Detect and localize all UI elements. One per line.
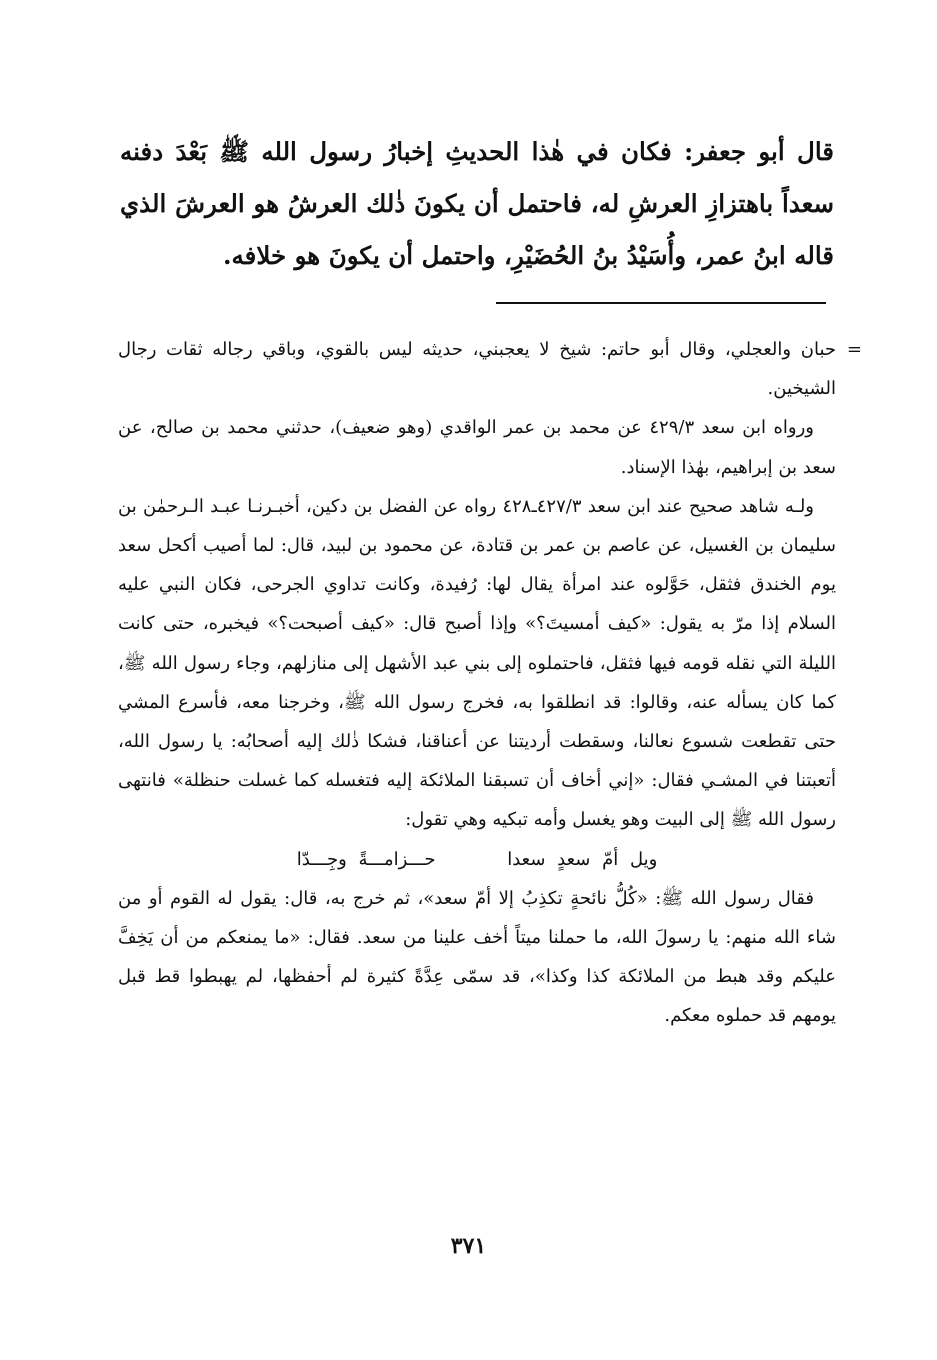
- main-text-block: [120, 126, 834, 282]
- verse-first-hemistich: ويل أمّ سعدٍ سعدا: [507, 848, 658, 870]
- footnote-separator-line: [496, 302, 826, 304]
- footnote-paragraph-1: [118, 330, 862, 408]
- footnote-paragraph-2: ورواه ابن سعد ٤٢٩/٣ عن محمد بن عمر الواقدي (وهو ضعيف)، حدثني محمد بن صالح، عن سعد بن إبراهيم، بهٰذا الإسناد.: [118, 417, 836, 478]
- page-number: ٣٧١: [450, 1233, 487, 1259]
- poetry-verse: [118, 840, 836, 879]
- main-paragraph: قال أبو جعفر: فكان في هٰذا الحديثِ إخبارُ رسول الله ﷺ بَعْدَ دفنه سعداً باهتزازِ العرشِ له، فاحتمل أن يكونَ ذٰلك العرشُ هو العرشَ الذي قاله ابنُ عمر، وأُسَيْدُ بنُ الحُضَيْرِ، واحتمل أن يكونَ هو خلافه.: [120, 137, 834, 270]
- footnotes-block: [118, 330, 862, 1036]
- footnote-paragraph-3: ولـه شاهد صحيح عند ابن سعد ٤٢٧/٣ـ٤٢٨ رواه عن الفضل بن دكين، أخبـرنـا عبـد الـرحمٰن بن سليمان بن الغسيل، عن عاصم بن عمر بن قتادة، عن محمود بن لبيد، قال: لما أصيب أكحل سعد يوم الخندق فثقل، حَوَّلوه عند امرأة يقال لها: رُفيدة، وكانت تداوي الجرحى، فكان النبي عليه السلام إذا مرّ به يقول: «كيف أمسيتَ؟» وإذا أصبح قال: «كيف أصبحت؟» فيخبره، حتى كانت الليلة التي نقله قومه فيها فثقل، فاحتملوه إلى بني عبد الأشهل إلى منازلهم، وجاء رسول الله ﷺ، كما كان يسأله عنه، وقالوا: قد انطلقوا به، فخرج رسول الله ﷺ، وخرجنا معه، فأسرع المشي حتى تقطعت شسوع نعالنا، وسقطت أرديتنا عن أعناقنا، فشكا ذٰلك إليه أصحابُه: يا رسول الله، أتعبتنا في المشـي فقال: «إني أخاف أن تسبقنا الملائكة إليه فتغسله كما غسلت حنظلة» فانتهى رسول الله ﷺ إلى البيت وهو يغسل وأمه تبكيه وهي تقول:: [118, 495, 836, 831]
- continuation-mark: =: [846, 339, 862, 360]
- footnote-paragraph-1-text: حبان والعجلي، وقال أبو حاتم: شيخ لا يعجبني، حديثه ليس بالقوي، وباقي رجاله ثقات رجال الشيخين.: [118, 339, 836, 400]
- footnote-closing-paragraph: فقال رسول الله ﷺ: «كُلُّ نائحةٍ تكذِبُ إلا أمّ سعد»، ثم خرج به، قال: يقول له القوم أو من شاء الله منهم: يا رسولَ الله، ما حملنا ميتاً أخف علينا من سعد. فقال: «ما يمنعكم من أن يَخِفَّ عليكم وقد هبط من الملائكة كذا وكذا»، قد سمّى عِدَّةً كثيرة لم أحفظها، لم يهبطوا قط قبل يومهم قد حملوه معكم.: [118, 887, 836, 1027]
- verse-second-hemistich: حـــزامـــةً وجِـــدّا: [296, 848, 436, 870]
